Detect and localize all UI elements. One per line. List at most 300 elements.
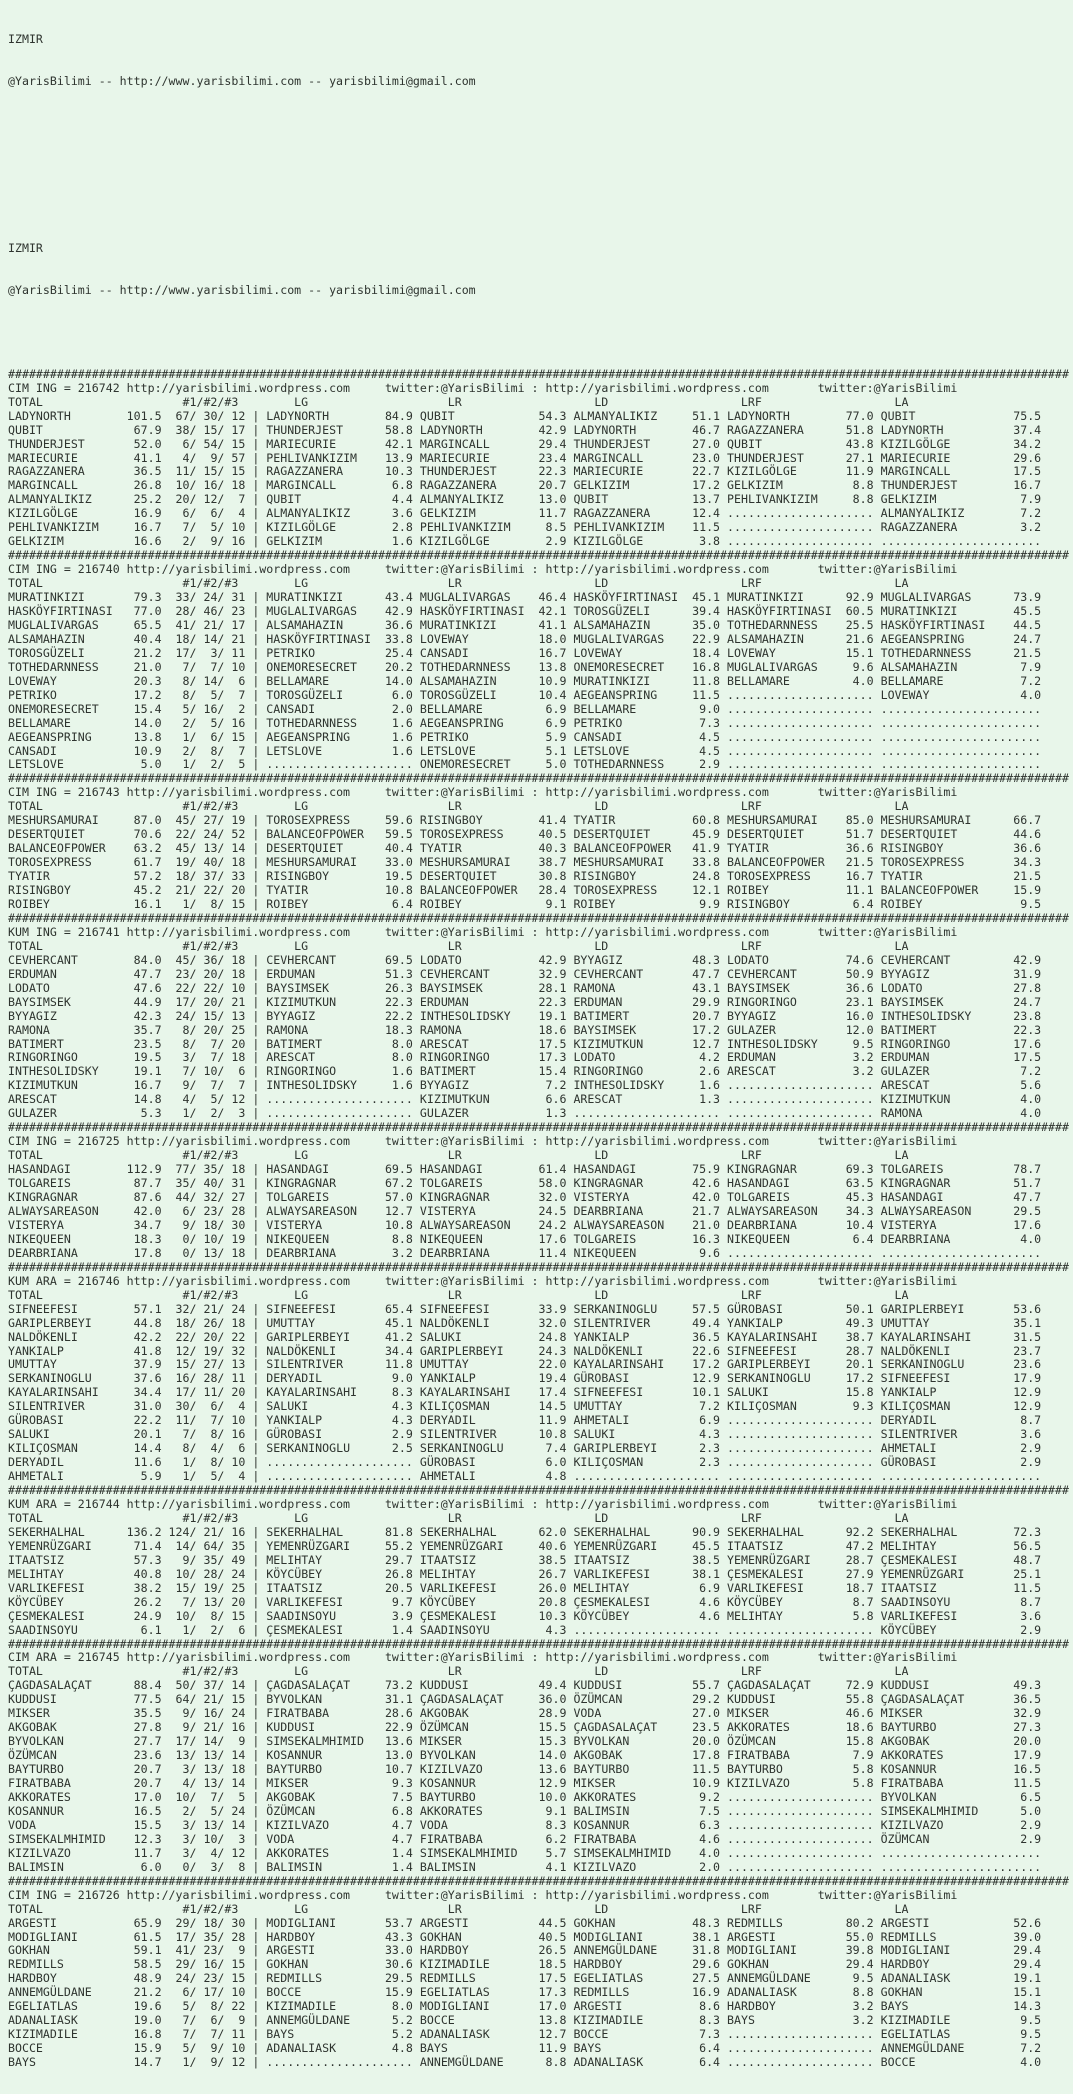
pipe-separator: | bbox=[245, 897, 267, 911]
total-value: 41.8 bbox=[112, 1343, 162, 1358]
place-counts: 3/ 4/ 12 bbox=[161, 1845, 246, 1860]
place-counts: 6/ 6/ 4 bbox=[161, 506, 246, 521]
lr-cell: BELLAMARE 6.9 bbox=[419, 701, 567, 716]
horse-name: BAYTURBO bbox=[8, 1762, 113, 1777]
gap bbox=[874, 674, 881, 688]
gap bbox=[120, 562, 127, 576]
pipe-separator: | bbox=[245, 1608, 267, 1623]
lr-cell: RINGORINGO 17.3 bbox=[419, 1050, 567, 1065]
lg-cell: SIMSEKALMHIMID 13.6 bbox=[266, 1734, 413, 1749]
total-value: 19.5 bbox=[112, 1050, 162, 1065]
table-row bbox=[8, 1847, 1073, 1861]
ld-cell: ERDUMAN 29.9 bbox=[573, 994, 721, 1009]
pipe-separator: | bbox=[245, 1217, 267, 1232]
lr-cell: HASKÖYFIRTINASI 42.1 bbox=[419, 603, 567, 618]
horse-name: ROIBEY bbox=[8, 897, 113, 911]
table-row bbox=[8, 1205, 1073, 1219]
pipe-separator: | bbox=[245, 408, 267, 423]
lg-cell: NIKEQUEEN 8.8 bbox=[266, 1231, 413, 1246]
gap bbox=[413, 730, 420, 744]
ld-cell: AKGOBAK 17.8 bbox=[573, 1748, 721, 1763]
pipe-separator: | bbox=[245, 520, 267, 535]
gap bbox=[874, 1009, 881, 1023]
place-counts: 9/ 21/ 16 bbox=[161, 1720, 246, 1735]
total-value: 77.0 bbox=[112, 603, 162, 618]
gap bbox=[350, 1497, 385, 1511]
lg-cell: AKGOBAK 7.5 bbox=[266, 1790, 413, 1804]
gap bbox=[720, 492, 727, 506]
gap bbox=[413, 953, 420, 967]
place-counts: 41/ 23/ 9 bbox=[161, 1943, 246, 1958]
horse-name: CANSADI bbox=[8, 743, 113, 758]
pipe-separator: | bbox=[245, 1943, 267, 1958]
pipe-separator: | bbox=[245, 1538, 267, 1553]
report-title-repeat: IZMIR bbox=[8, 241, 43, 256]
section-separator: ######################################################################################################################################################## bbox=[8, 548, 1069, 563]
ld-cell: YANKIALP 36.5 bbox=[573, 1329, 721, 1344]
gap bbox=[874, 646, 881, 660]
gap bbox=[874, 1790, 881, 1804]
horse-name: GOKHAN bbox=[8, 1943, 113, 1958]
section-header bbox=[8, 1651, 1073, 1665]
pipe-separator: | bbox=[245, 631, 267, 646]
site-url: http://yarisbilimi.wordpress.com bbox=[545, 785, 769, 800]
la-cell: TOROSEXPRESS 34.3 bbox=[880, 855, 1042, 870]
gap bbox=[120, 785, 127, 799]
lrf-cell: ..................... bbox=[727, 2041, 874, 2056]
gap bbox=[413, 1930, 420, 1944]
gap bbox=[413, 451, 420, 465]
gap bbox=[769, 925, 818, 939]
horse-name: ALSAMAHAZIN bbox=[8, 631, 113, 646]
ld-cell: FIRATBABA 4.6 bbox=[573, 1831, 721, 1846]
place-counts: 14/ 64/ 35 bbox=[161, 1538, 246, 1553]
lrf-cell: ..................... bbox=[727, 520, 874, 535]
horse-name: MUGLALIVARGAS bbox=[8, 617, 113, 632]
gap bbox=[874, 506, 881, 520]
la-cell: ANNEMGÜLDANE 7.2 bbox=[880, 2041, 1042, 2056]
lr-cell: RAGAZZANERA 20.7 bbox=[419, 478, 567, 493]
gap bbox=[874, 1595, 881, 1609]
lrf-cell: ..................... bbox=[727, 687, 874, 702]
place-counts: 7/ 13/ 20 bbox=[161, 1594, 246, 1609]
table-row bbox=[8, 1554, 1073, 1568]
gap bbox=[874, 1539, 881, 1553]
total-value: 87.6 bbox=[112, 1190, 162, 1205]
twitter-handle: twitter:@YarisBilimi bbox=[817, 1134, 958, 1149]
lr-cell: ONEMORESECRET 5.0 bbox=[419, 757, 567, 772]
gap bbox=[769, 785, 818, 799]
ld-cell: PEHLIVANKIZIM 11.5 bbox=[573, 520, 721, 535]
gap bbox=[720, 1441, 727, 1455]
gap bbox=[720, 1413, 727, 1427]
lr-cell: KILIÇOSMAN 14.5 bbox=[419, 1399, 567, 1414]
ld-cell: KINGRAGNAR 42.6 bbox=[573, 1176, 721, 1191]
gap bbox=[413, 646, 420, 660]
lrf-cell: MIKSER 46.6 bbox=[727, 1706, 874, 1721]
place-counts: 5/ 16/ 2 bbox=[161, 701, 246, 716]
pipe-separator: | bbox=[245, 645, 267, 660]
lr-cell: CEVHERCANT 32.9 bbox=[419, 966, 567, 981]
pipe-separator: | bbox=[245, 1915, 267, 1930]
horse-name: RINGORINGO bbox=[8, 1050, 113, 1065]
total-value: 47.7 bbox=[112, 966, 162, 981]
gap bbox=[120, 925, 127, 939]
horse-name: SILENTRIVER bbox=[8, 1399, 113, 1414]
gap bbox=[413, 1330, 420, 1344]
section-header bbox=[8, 1275, 1073, 1289]
gap bbox=[874, 632, 881, 646]
table-row bbox=[8, 717, 1073, 731]
ld-cell: AHMETALI 6.9 bbox=[573, 1413, 721, 1428]
gap bbox=[720, 1832, 727, 1846]
horse-name: ITAATSIZ bbox=[8, 1552, 113, 1567]
gap bbox=[874, 464, 881, 478]
gap bbox=[413, 1860, 420, 1874]
total-value: 16.1 bbox=[112, 897, 162, 911]
place-counts: 1/ 9/ 12 bbox=[161, 2055, 246, 2070]
gap bbox=[720, 1469, 727, 1483]
total-value: 13.8 bbox=[112, 729, 162, 744]
lrf-cell: LADYNORTH 77.0 bbox=[727, 408, 874, 423]
lrf-cell: ..................... bbox=[727, 2055, 874, 2070]
total-value: 70.6 bbox=[112, 827, 162, 842]
horse-name: ÇAGDASALAÇAT bbox=[8, 1678, 113, 1693]
horse-name: MURATINKIZI bbox=[8, 590, 113, 605]
gap bbox=[413, 1957, 420, 1971]
place-counts: 1/ 8/ 10 bbox=[161, 1455, 246, 1470]
la-cell: NALDÖKENLI 23.7 bbox=[880, 1343, 1042, 1358]
gap bbox=[874, 1525, 881, 1539]
horse-name: BAYS bbox=[8, 2055, 113, 2070]
la-cell: QUBIT 75.5 bbox=[880, 408, 1042, 423]
table-row bbox=[8, 1372, 1073, 1386]
gap bbox=[720, 1581, 727, 1595]
lr-cell: TYATIR 40.3 bbox=[419, 841, 567, 856]
lr-cell: ARGESTI 44.5 bbox=[419, 1915, 567, 1930]
la-cell: YEMENRÜZGARI 25.1 bbox=[880, 1566, 1042, 1581]
lg-cell: KIZILVAZO 4.7 bbox=[266, 1817, 413, 1832]
la-cell: ....................... bbox=[880, 701, 1042, 716]
section-header bbox=[8, 1498, 1073, 1512]
la-cell: HASKÖYFIRTINASI 44.5 bbox=[880, 617, 1042, 632]
total-value: 5.9 bbox=[112, 1469, 162, 1484]
horse-name: AKKORATES bbox=[8, 1790, 113, 1804]
total-value: 21.2 bbox=[112, 1985, 162, 2000]
gap bbox=[769, 1888, 818, 1902]
gap bbox=[874, 688, 881, 702]
section-separator: ######################################################################################################################################################## bbox=[8, 910, 1069, 925]
gap bbox=[413, 1441, 420, 1455]
lg-cell: RAGAZZANERA 10.3 bbox=[266, 464, 413, 479]
table-row bbox=[8, 410, 1073, 424]
pipe-separator: | bbox=[245, 841, 267, 856]
lr-cell: BALANCEOFPOWER 28.4 bbox=[419, 883, 567, 898]
lr-cell: REDMILLS 17.5 bbox=[419, 1971, 567, 1986]
lg-cell: ARGESTI 33.0 bbox=[266, 1943, 413, 1958]
gap bbox=[720, 1553, 727, 1567]
gap bbox=[413, 1106, 420, 1120]
place-counts: 18/ 26/ 18 bbox=[161, 1315, 246, 1330]
la-cell: KINGRAGNAR 51.7 bbox=[880, 1176, 1042, 1191]
horse-name: RISINGBOY bbox=[8, 883, 113, 898]
race-id: CIM ING = 216725 bbox=[8, 1134, 120, 1149]
lr-cell: VISTERYA 24.5 bbox=[419, 1203, 567, 1218]
total-value: 31.0 bbox=[112, 1399, 162, 1414]
total-value: 27.7 bbox=[112, 1734, 162, 1749]
gap bbox=[874, 478, 881, 492]
table-row bbox=[8, 1163, 1073, 1177]
lrf-cell: ..................... bbox=[727, 1817, 874, 1832]
gap bbox=[566, 1916, 573, 1930]
lg-cell: MODIGLIANI 53.7 bbox=[266, 1915, 413, 1930]
lrf-cell: BAYTURBO 5.8 bbox=[727, 1762, 874, 1777]
total-value: 48.9 bbox=[112, 1971, 162, 1986]
total-value: 16.5 bbox=[112, 1803, 162, 1818]
gap bbox=[413, 757, 420, 771]
gap bbox=[720, 981, 727, 995]
ld-cell: MUGLALIVARGAS 22.9 bbox=[573, 631, 721, 646]
lg-cell: BALANCEOFPOWER 59.5 bbox=[266, 827, 413, 842]
table-row bbox=[8, 1177, 1073, 1191]
la-cell: MELIHTAY 56.5 bbox=[880, 1538, 1042, 1553]
horse-name: AKGOBAK bbox=[8, 1720, 113, 1735]
section-header bbox=[8, 1135, 1073, 1149]
twitter-handle: twitter:@YarisBilimi bbox=[817, 1273, 958, 1288]
place-counts: 5/ 9/ 10 bbox=[161, 2041, 246, 2056]
lrf-cell: KUDDUSI 55.8 bbox=[727, 1692, 874, 1707]
ld-cell: KAYALARINSAHI 17.2 bbox=[573, 1357, 721, 1372]
lr-cell: PETRIKO 5.9 bbox=[419, 729, 567, 744]
pipe-separator: | bbox=[245, 1455, 267, 1470]
horse-name: TOTHEDARNNESS bbox=[8, 659, 113, 674]
place-counts: 12/ 19/ 32 bbox=[161, 1343, 246, 1358]
total-value: 45.2 bbox=[112, 883, 162, 898]
ld-cell: VISTERYA 42.0 bbox=[573, 1190, 721, 1205]
gap bbox=[874, 1330, 881, 1344]
horse-name: DERYADIL bbox=[8, 1455, 113, 1470]
table-header-row: TOTAL #1/#2/#3 LG LR LD LRF LA bbox=[8, 1901, 909, 1916]
total-value: 36.5 bbox=[112, 464, 162, 479]
ld-cell: LADYNORTH 46.7 bbox=[573, 422, 721, 437]
ld-cell: DESERTQUIET 45.9 bbox=[573, 827, 721, 842]
lg-cell: PEHLIVANKIZIM 13.9 bbox=[266, 450, 413, 465]
gap bbox=[413, 1162, 420, 1176]
lg-cell: YEMENRÜZGARI 55.2 bbox=[266, 1538, 413, 1553]
lr-cell: ALSAMAHAZIN 10.9 bbox=[419, 673, 567, 688]
horse-name: GARIPLERBEYI bbox=[8, 1315, 113, 1330]
lr-cell: SILENTRIVER 10.8 bbox=[419, 1427, 567, 1442]
table-header-row: TOTAL #1/#2/#3 LG LR LD LRF LA bbox=[8, 576, 909, 591]
lrf-cell: MURATINKIZI 92.9 bbox=[727, 590, 874, 605]
horse-name: MELIHTAY bbox=[8, 1566, 113, 1581]
table-row bbox=[8, 2042, 1073, 2056]
gap bbox=[413, 688, 420, 702]
pipe-separator: | bbox=[245, 1385, 267, 1400]
lrf-cell: ..................... bbox=[727, 1455, 874, 1470]
lg-cell: MESHURSAMURAI 33.0 bbox=[266, 855, 413, 870]
pipe-separator: | bbox=[245, 1357, 267, 1372]
lr-cell: SAADINSOYU 4.3 bbox=[419, 1622, 567, 1637]
place-counts: 28/ 46/ 23 bbox=[161, 603, 246, 618]
gap bbox=[874, 967, 881, 981]
lrf-cell: GARIPLERBEYI 20.1 bbox=[727, 1357, 874, 1372]
la-cell: FIRATBABA 11.5 bbox=[880, 1776, 1042, 1791]
section-separator: ######################################################################################################################################################## bbox=[8, 1120, 1069, 1135]
lrf-cell: ..................... bbox=[727, 1441, 874, 1456]
gap bbox=[720, 827, 727, 841]
place-counts: 2/ 8/ 7 bbox=[161, 743, 246, 758]
lr-cell: ALWAYSAREASON 24.2 bbox=[419, 1217, 567, 1232]
ld-cell: RAGAZZANERA 12.4 bbox=[573, 506, 721, 521]
lg-cell: ROIBEY 6.4 bbox=[266, 897, 413, 911]
lrf-cell: MESHURSAMURAI 85.0 bbox=[727, 813, 874, 828]
lrf-cell: BALANCEOFPOWER 21.5 bbox=[727, 855, 874, 870]
ld-cell: MODIGLIANI 38.1 bbox=[573, 1929, 721, 1944]
lr-cell: BAYTURBO 10.0 bbox=[419, 1790, 567, 1804]
ld-cell: GARIPLERBEYI 2.3 bbox=[573, 1441, 721, 1456]
table-row bbox=[8, 842, 1073, 856]
lr-cell: KIZIMUTKUN 6.6 bbox=[419, 1092, 567, 1107]
pipe-separator: | bbox=[245, 1706, 267, 1721]
gap bbox=[720, 1818, 727, 1832]
total-value: 35.7 bbox=[112, 1022, 162, 1037]
table-row bbox=[8, 1568, 1073, 1582]
section-header bbox=[8, 1889, 1073, 1903]
gap bbox=[413, 492, 420, 506]
place-counts: 124/ 21/ 16 bbox=[161, 1524, 246, 1539]
table-row bbox=[8, 1024, 1073, 1038]
lr-cell: ITAATSIZ 38.5 bbox=[419, 1552, 567, 1567]
horse-name: YANKIALP bbox=[8, 1343, 113, 1358]
lrf-cell: ..................... bbox=[727, 1469, 874, 1484]
ld-cell: HASANDAGI 75.9 bbox=[573, 1162, 721, 1177]
place-counts: 9/ 18/ 30 bbox=[161, 1217, 246, 1232]
table-row bbox=[8, 1010, 1073, 1024]
ld-cell: HASKÖYFIRTINASI 45.1 bbox=[573, 590, 721, 605]
place-counts: 10/ 8/ 15 bbox=[161, 1608, 246, 1623]
la-cell: UMUTTAY 35.1 bbox=[880, 1315, 1042, 1330]
gap bbox=[720, 590, 727, 604]
horse-name: GELKIZIM bbox=[8, 534, 113, 549]
gap bbox=[874, 1246, 881, 1260]
total-value: 35.5 bbox=[112, 1706, 162, 1721]
twitter-handle: twitter:@YarisBilimi bbox=[817, 785, 958, 800]
pipe-separator: | bbox=[245, 436, 267, 451]
lr-cell: ALMANYALIKIZ 13.0 bbox=[419, 492, 567, 507]
ld-cell: ÖZÜMCAN 29.2 bbox=[573, 1692, 721, 1707]
total-value: 15.9 bbox=[112, 2041, 162, 2056]
gap bbox=[566, 2027, 573, 2041]
lr-cell: SIMSEKALMHIMID 5.7 bbox=[419, 1845, 567, 1860]
gap bbox=[720, 1678, 727, 1692]
lr-cell: ÇAGDASALAÇAT 36.0 bbox=[419, 1692, 567, 1707]
total-value: 112.9 bbox=[112, 1162, 162, 1177]
gap bbox=[120, 1274, 127, 1288]
place-counts: 1/ 2/ 6 bbox=[161, 1622, 246, 1637]
lr-cell: MIKSER 15.3 bbox=[419, 1734, 567, 1749]
gap bbox=[874, 1916, 881, 1930]
gap bbox=[874, 869, 881, 883]
lg-cell: SERKANINOGLU 2.5 bbox=[266, 1441, 413, 1456]
lr-cell: TOROSEXPRESS 40.5 bbox=[419, 827, 567, 842]
gap bbox=[120, 1134, 127, 1148]
ld-cell: SIFNEEFESI 10.1 bbox=[573, 1385, 721, 1400]
gap: : bbox=[524, 1134, 546, 1149]
lrf-cell: SALUKI 15.8 bbox=[727, 1385, 874, 1400]
gap bbox=[874, 590, 881, 604]
gap bbox=[720, 1957, 727, 1971]
lg-cell: BYVOLKAN 31.1 bbox=[266, 1692, 413, 1707]
total-value: 14.4 bbox=[112, 1441, 162, 1456]
la-cell: ....................... bbox=[880, 715, 1042, 730]
total-value: 23.5 bbox=[112, 1036, 162, 1051]
ld-cell: KÖYCÜBEY 4.6 bbox=[573, 1608, 721, 1623]
lrf-cell: TOTHEDARNNESS 25.5 bbox=[727, 617, 874, 632]
total-value: 16.8 bbox=[112, 2027, 162, 2042]
race-id: CIM ING = 216742 bbox=[8, 380, 120, 395]
la-cell: MIKSER 32.9 bbox=[880, 1706, 1042, 1721]
la-cell: DEARBRIANA 4.0 bbox=[880, 1231, 1042, 1246]
twitter-handle: twitter:@YarisBilimi bbox=[384, 1887, 525, 1902]
place-counts: 45/ 27/ 19 bbox=[161, 813, 246, 828]
table-row bbox=[8, 1317, 1073, 1331]
gap bbox=[566, 1985, 573, 1999]
place-counts: 10/ 28/ 24 bbox=[161, 1566, 246, 1581]
pipe-separator: | bbox=[245, 1064, 267, 1079]
lg-cell: VODA 4.7 bbox=[266, 1831, 413, 1846]
horse-name: PETRIKO bbox=[8, 687, 113, 702]
lr-cell: MUGLALIVARGAS 46.4 bbox=[419, 590, 567, 605]
ld-cell: MARIECURIE 22.7 bbox=[573, 464, 721, 479]
ld-cell: KIZILGÖLGE 3.8 bbox=[573, 534, 721, 549]
gap bbox=[874, 1204, 881, 1218]
la-cell: KOSANNUR 16.5 bbox=[880, 1762, 1042, 1777]
table-row bbox=[8, 898, 1073, 912]
place-counts: 3/ 7/ 18 bbox=[161, 1050, 246, 1065]
gap bbox=[874, 1232, 881, 1246]
site-url: http://yarisbilimi.wordpress.com bbox=[126, 1650, 351, 1665]
total-value: 11.7 bbox=[112, 1845, 162, 1860]
ld-cell: GELKIZIM 17.2 bbox=[573, 478, 721, 493]
gap bbox=[413, 1413, 420, 1427]
lg-cell: INTHESOLIDSKY 1.6 bbox=[266, 1078, 413, 1093]
lrf-cell: KIZILVAZO 5.8 bbox=[727, 1776, 874, 1791]
lr-cell: RAMONA 18.6 bbox=[419, 1022, 567, 1037]
lr-cell: UMUTTAY 22.0 bbox=[419, 1357, 567, 1372]
place-counts: 9/ 7/ 7 bbox=[161, 1078, 246, 1093]
ld-cell: INTHESOLIDSKY 1.6 bbox=[573, 1078, 721, 1093]
ld-cell: BELLAMARE 9.0 bbox=[573, 701, 721, 716]
gap bbox=[720, 478, 727, 492]
pipe-separator: | bbox=[245, 603, 267, 618]
gap bbox=[720, 1748, 727, 1762]
gap bbox=[874, 1985, 881, 1999]
gap bbox=[350, 381, 385, 395]
lg-cell: QUBIT 4.4 bbox=[266, 492, 413, 507]
ld-cell: ..................... bbox=[573, 1469, 721, 1484]
gap bbox=[413, 869, 420, 883]
gap bbox=[874, 1413, 881, 1427]
gap bbox=[874, 1776, 881, 1790]
lr-cell: MARGINCALL 29.4 bbox=[419, 436, 567, 451]
pipe-separator: | bbox=[245, 450, 267, 465]
pipe-separator: | bbox=[245, 1036, 267, 1051]
horse-name: TOLGAREIS bbox=[8, 1176, 113, 1191]
twitter-handle: twitter:@YarisBilimi bbox=[384, 785, 525, 800]
lr-cell: AEGEANSPRING 6.9 bbox=[419, 715, 567, 730]
site-url: http://yarisbilimi.wordpress.com bbox=[545, 1650, 769, 1665]
